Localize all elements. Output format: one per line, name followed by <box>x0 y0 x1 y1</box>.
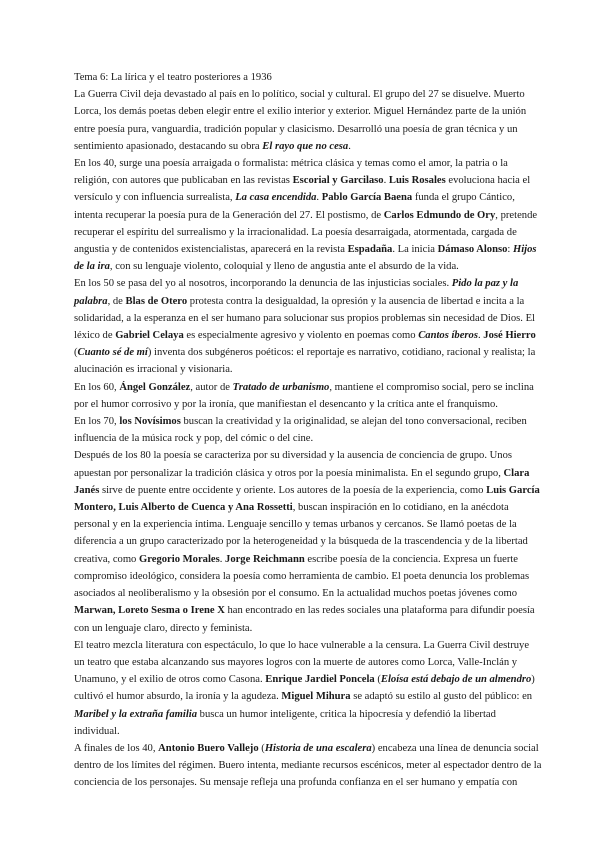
paragraph <box>74 447 542 636</box>
bold-text: Gabriel Celaya <box>115 330 184 342</box>
text-run: En los 70, <box>74 416 120 428</box>
text-run: evoluciona hacia el versículo y con influencia surrealista, <box>74 175 531 204</box>
text-run: , pretende recuperar el espíritu del surrealismo y la irracionalidad. La poesía desarraigada, atormentada, cargada de angustia y de contenidos existencialistas, aparecerá en la revista <box>74 209 538 256</box>
title-italic-text: Maribel y la extraña familia <box>74 708 198 720</box>
bold-text: Miguel Mihura <box>281 691 351 703</box>
bold-text: Ángel González <box>119 381 191 393</box>
text-run: Después de los 80 la poesía se caracteriza por su diversidad y la ausencia de conciencia de grupo. Unos apuestan por personalizar la tradición clásica y otros por la poesía minimalista. En el segundo grupo, <box>74 450 513 479</box>
text-run: es especialmente agresivo y violento en poemas como <box>183 330 419 342</box>
bold-text: Clara Janés <box>74 467 530 496</box>
text-run: buscan la creatividad y la originalidad, se alejan del tono conversacional, reciben influencia de la música rock y pop, del cómic o del cine. <box>74 416 527 445</box>
text-run: En los 60, <box>74 381 120 393</box>
text-run: han encontrado en las redes sociales una plataforma para difundir poesía con un lenguaje claro, directo y feminista. <box>74 605 535 634</box>
text-run: ( <box>374 674 381 686</box>
bold-text: Dámaso Alonso <box>437 244 508 256</box>
text-run: se adaptó su estilo al gusto del público: en <box>350 691 533 703</box>
text-run: A finales de los 40, <box>74 742 159 754</box>
title-italic-text: Eloísa está debajo de un almendro <box>380 674 532 686</box>
paragraph <box>74 413 542 447</box>
paragraph <box>74 740 542 792</box>
text-run: . <box>316 192 322 204</box>
text-run: escribe poesía de la conciencia. Expresa un fuerte compromiso ideológico, considera la poesía como herramienta de cambio. El poeta denuncia los problemas asociados al neoliberalismo y la obsesión por el consumo. En la actualidad muchos poetas jóvenes como <box>74 553 530 600</box>
text-run: El teatro mezcla literatura con espectáculo, lo que lo hace vulnerable a la censura. La Guerra Civil destruye un teatro que estaba alcanzando sus mayores logros con la muerte de autores como Lorca, Valle-Inclán y Unamuno, y el exilio de otros como Casona. <box>74 639 530 686</box>
bold-text: Escorial y Garcilaso <box>292 175 384 187</box>
text-run: ) inventa dos subgéneros poéticos: el reportaje es narrativo, cotidiano, racional y realista; la alucinación es irracional y visionaria. <box>74 347 536 376</box>
title-italic-text: Historia de una escalera <box>264 742 372 754</box>
text-run: , autor de <box>190 381 233 393</box>
text-run: La Guerra Civil deja devastado al país en lo político, social y cultural. El grupo del 27 se disuelve. Muerto Lorca, los demás poetas deben elegir entre el exilio interior y exterior. Miguel Hernández parte de la unión entre poesía pura, vanguardia, tradición popular y clasicismo. Desarrolló una poesía de gran técnica y un sentimiento apasionado, destacando su obra <box>74 89 527 152</box>
text-run: , buscan inspiración en lo cotidiano, en la anécdota personal y en la experiencia íntima. Lenguaje sencillo y temas urbanos y cercanos. Se llamó poetas de la diferencia a un grupo caracterizado por la heterogeneidad y la búsqueda de la trascendencia y de la libertad creativa, como <box>74 502 528 565</box>
paragraph <box>74 379 542 413</box>
title-italic-text: Cantos íberos <box>418 330 478 342</box>
document-title: Tema 6: La lírica y el teatro posteriores a 1936 <box>74 72 272 83</box>
bold-text: Jorge Reichmann <box>225 553 305 565</box>
bold-italic-wrapper <box>418 330 478 341</box>
bold-text: los Novísimos <box>119 416 181 428</box>
bold-italic-wrapper <box>235 192 316 203</box>
text-run: . <box>383 175 389 187</box>
text-run: . La inicia <box>392 244 438 256</box>
bold-italic-wrapper <box>381 674 531 685</box>
bold-text: Luis Rosales <box>388 175 446 187</box>
text-run: , mantiene el compromiso social, pero se inclina por el humor corrosivo y por la ironía, que manifiestan el desencanto y la crítica ante el franquismo. <box>74 381 534 410</box>
title-italic-text: La casa encendida <box>235 192 317 204</box>
text-run: sirve de puente entre occidente y oriente. Los autores de la poesía de la experiencia, como <box>99 484 487 496</box>
text-run: : <box>507 244 513 256</box>
paragraph <box>74 637 542 740</box>
bold-italic-wrapper <box>262 141 348 152</box>
text-run: protesta contra la desigualdad, la opresión y la ausencia de libertad e incita a la solidaridad, a la esperanza en el ser humano para solucionar sus propios problemas sin necesidad de Dios. El léxico de <box>74 295 535 342</box>
text-run: busca un humor inteligente, critica la hipocresía y defendió la libertad individual. <box>74 708 496 737</box>
bold-text: Enrique Jardiel Poncela <box>265 674 375 686</box>
bold-text: Gregorio Morales <box>139 553 220 565</box>
text-run: , de <box>107 295 126 307</box>
title-italic-text: Tratado de urbanismo <box>232 381 330 393</box>
bold-italic-wrapper <box>78 347 148 358</box>
title-italic-text: Pido la paz y la palabra <box>74 278 519 307</box>
bold-italic-wrapper <box>265 743 372 754</box>
text-run: En los 40, surge una poesía arraigada o formalista: métrica clásica y temas como el amor, la patria o la religión, con autores que publicaban en las revistas <box>74 158 508 187</box>
bold-text: José Hierro <box>483 330 536 342</box>
text-run: ( <box>74 347 78 359</box>
text-run: funda el grupo Cántico, intenta recuperar la poesía pura de la Generación del 27. El postismo, de <box>74 192 515 221</box>
bold-text: Espadaña <box>347 244 393 256</box>
bold-text: Marwan, Loreto Sesma o Irene X <box>74 605 225 617</box>
bold-text: Pablo García Baena <box>321 192 413 204</box>
paragraph <box>74 86 542 155</box>
bold-text: Carlos Edmundo de Ory <box>383 209 496 221</box>
title-italic-text: El rayo que no cesa <box>262 140 349 152</box>
text-run: ) encabeza una línea de denuncia social dentro de los límites del régimen. Buero intenta, mediante recursos escénicos, meter al espectador dentro de la conciencia de los personajes. Su mensaje refleja una profunda confianza en el ser humano y empatía con <box>74 742 542 789</box>
bold-text: Antonio Buero Vallejo <box>158 742 259 754</box>
text-run: . <box>219 553 226 565</box>
text-run: . <box>477 330 484 342</box>
title-italic-text: Hijos de la ira <box>74 244 537 273</box>
paragraph <box>74 155 542 275</box>
bold-text: Blas de Otero <box>125 295 188 307</box>
text-run: En los 50 se pasa del yo al nosotros, incorporando la denuncia de las injusticias sociales. <box>74 278 452 290</box>
text-run: ) cultivó el humor absurdo, la ironía y la agudeza. <box>74 674 535 703</box>
text-run: ( <box>258 742 265 754</box>
document-body <box>74 86 542 791</box>
title-italic-text: Cuanto sé de mí <box>77 347 148 359</box>
bold-italic-wrapper <box>74 709 197 720</box>
bold-text: Luis García Montero, Luis Alberto de Cuenca y Ana Rossetti <box>74 484 540 514</box>
text-run: , con su lenguaje violento, coloquial y lleno de angustia ante el absurdo de la vida. <box>109 261 459 273</box>
text-run: . <box>348 140 351 152</box>
paragraph <box>74 275 542 378</box>
bold-italic-wrapper <box>233 382 330 393</box>
